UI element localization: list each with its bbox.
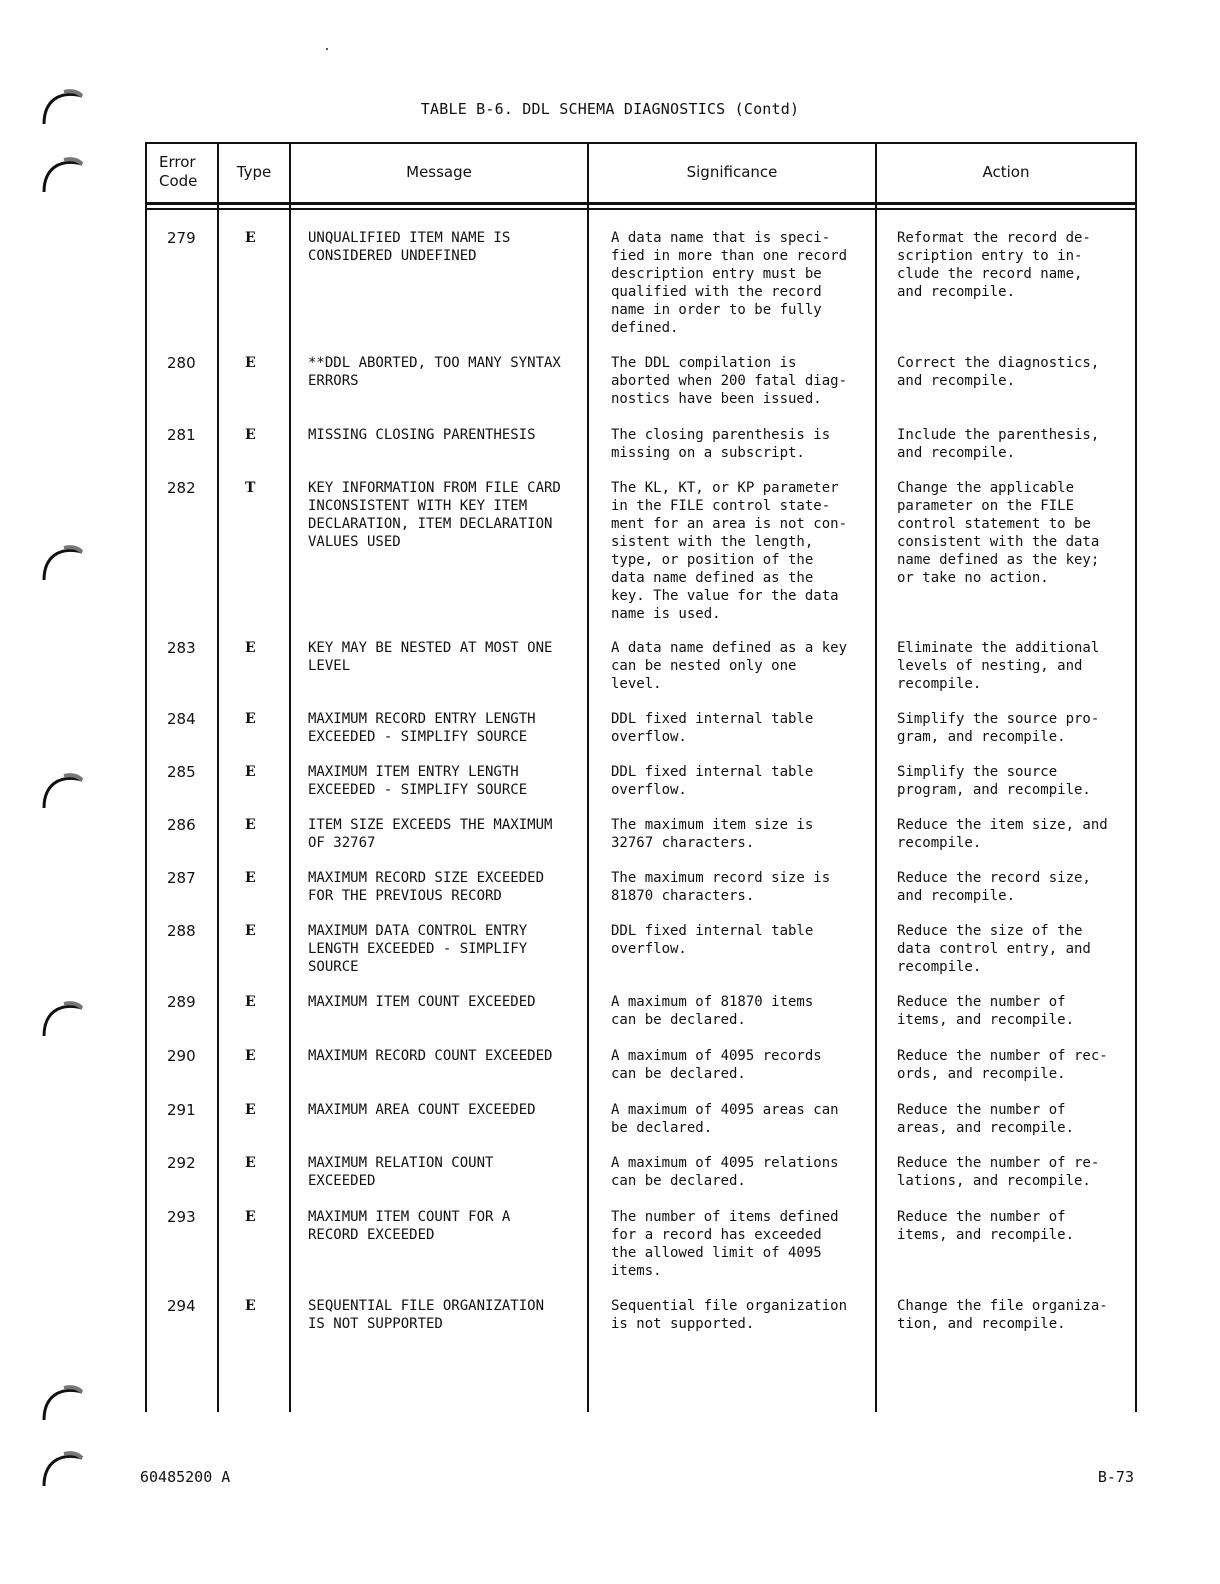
binder-hole-artifact: [40, 996, 88, 1038]
error-action: Include the parenthesis, and recompile.: [897, 427, 1100, 461]
error-code: 293: [167, 1208, 196, 1226]
error-code: 280: [167, 354, 196, 372]
error-code: 294: [167, 1297, 196, 1315]
error-code: 279: [167, 229, 196, 247]
error-action: Reduce the number of items, and recompile.: [897, 1209, 1075, 1243]
error-code: 289: [167, 993, 196, 1011]
error-significance: The DDL compilation is aborted when 200 fatal diag- nostics have been issued.: [611, 355, 848, 407]
error-type: E: [245, 764, 256, 780]
error-code: 285: [167, 763, 196, 781]
column-divider: [289, 142, 291, 1412]
error-type: E: [245, 1102, 256, 1118]
error-code: 288: [167, 922, 196, 940]
error-type: E: [245, 817, 256, 833]
error-significance: A maximum of 81870 items can be declared.: [611, 994, 814, 1028]
column-divider: [217, 142, 219, 1412]
error-type: E: [245, 427, 256, 443]
error-significance: A maximum of 4095 relations can be declared.: [611, 1155, 839, 1189]
error-code: 290: [167, 1047, 196, 1065]
error-action: Change the applicable parameter on the FILE control statement to be consistent with the data name defined as the key; or take no action.: [897, 480, 1100, 586]
error-message: ITEM SIZE EXCEEDS THE MAXIMUM OF 32767: [308, 817, 553, 851]
error-significance: A data name that is speci- fied in more than one record description entry must be qualified with the record name in order to be fully defined.: [611, 230, 848, 336]
error-message: UNQUALIFIED ITEM NAME IS CONSIDERED UNDEFINED: [308, 230, 511, 264]
header-error-code: Error Code: [159, 153, 198, 190]
error-action: Reduce the size of the data control entry, and recompile.: [897, 923, 1091, 975]
header-rule: [145, 202, 1137, 205]
binder-hole-artifact: [40, 768, 88, 810]
error-significance: A maximum of 4095 records can be declared.: [611, 1048, 822, 1082]
error-code: 287: [167, 869, 196, 887]
error-message: KEY MAY BE NESTED AT MOST ONE LEVEL: [308, 640, 553, 674]
error-significance: DDL fixed internal table overflow.: [611, 711, 814, 745]
error-action: Simplify the source pro- gram, and recompile.: [897, 711, 1100, 745]
error-code: 284: [167, 710, 196, 728]
error-message: KEY INFORMATION FROM FILE CARD INCONSISTENT WITH KEY ITEM DECLARATION, ITEM DECLARATION VALUES USED: [308, 480, 561, 550]
binder-hole-artifact: [40, 1446, 88, 1488]
header-action: Action: [982, 162, 1030, 181]
table-title: TABLE B-6. DDL SCHEMA DIAGNOSTICS (Contd): [420, 100, 800, 118]
error-code: 292: [167, 1154, 196, 1172]
error-action: Reduce the number of rec- ords, and recompile.: [897, 1048, 1108, 1082]
error-significance: The closing parenthesis is missing on a subscript.: [611, 427, 831, 461]
header-significance: Significance: [686, 162, 778, 181]
error-message: MAXIMUM ITEM ENTRY LENGTH EXCEEDED - SIMPLIFY SOURCE: [308, 764, 528, 798]
error-message: MAXIMUM RECORD COUNT EXCEEDED: [308, 1048, 553, 1064]
header-message: Message: [406, 162, 472, 181]
binder-hole-artifact: [40, 152, 88, 194]
error-significance: A data name defined as a key can be nested only one level.: [611, 640, 848, 692]
error-significance: A maximum of 4095 areas can be declared.: [611, 1102, 839, 1136]
page-number: B-73: [1097, 1468, 1134, 1486]
error-significance: DDL fixed internal table overflow.: [611, 764, 814, 798]
error-message: MISSING CLOSING PARENTHESIS: [308, 427, 536, 443]
header-type: Type: [236, 162, 272, 181]
header-rule: [145, 208, 1137, 210]
error-message: MAXIMUM RECORD SIZE EXCEEDED FOR THE PREVIOUS RECORD: [308, 870, 545, 904]
binder-hole-artifact: [40, 540, 88, 582]
error-type: E: [245, 1209, 256, 1225]
error-significance: The maximum record size is 81870 characters.: [611, 870, 831, 904]
error-message: MAXIMUM DATA CONTROL ENTRY LENGTH EXCEEDED - SIMPLIFY SOURCE: [308, 923, 528, 975]
error-message: MAXIMUM RELATION COUNT EXCEEDED: [308, 1155, 494, 1189]
error-action: Eliminate the additional levels of nesting, and recompile.: [897, 640, 1100, 692]
diagnostics-table: [145, 142, 1137, 1412]
error-type: E: [245, 355, 256, 371]
error-type: E: [245, 711, 256, 727]
error-code: 283: [167, 639, 196, 657]
document-number: 60485200 A: [140, 1468, 231, 1486]
error-action: Reduce the record size, and recompile.: [897, 870, 1091, 904]
error-type: E: [245, 230, 256, 246]
error-significance: DDL fixed internal table overflow.: [611, 923, 814, 957]
error-action: Simplify the source program, and recompile.: [897, 764, 1091, 798]
error-significance: The maximum item size is 32767 characters.: [611, 817, 814, 851]
error-message: **DDL ABORTED, TOO MANY SYNTAX ERRORS: [308, 355, 561, 389]
error-type: T: [245, 480, 256, 496]
error-message: SEQUENTIAL FILE ORGANIZATION IS NOT SUPPORTED: [308, 1298, 545, 1332]
error-action: Reduce the number of re- lations, and recompile.: [897, 1155, 1100, 1189]
error-action: Reformat the record de- scription entry to in- clude the record name, and recompile.: [897, 230, 1091, 300]
error-type: E: [245, 1048, 256, 1064]
error-message: MAXIMUM ITEM COUNT EXCEEDED: [308, 994, 536, 1010]
error-code: 291: [167, 1101, 196, 1119]
binder-hole-artifact: [40, 1380, 88, 1422]
error-action: Change the file organiza- tion, and recompile.: [897, 1298, 1108, 1332]
error-type: E: [245, 923, 256, 939]
error-type: E: [245, 870, 256, 886]
error-message: MAXIMUM AREA COUNT EXCEEDED: [308, 1102, 536, 1118]
error-significance: The KL, KT, or KP parameter in the FILE control state- ment for an area is not con- sistent with the length, type, or position of the data name defined as the key. The value for the data name is used.: [611, 480, 848, 622]
error-type: E: [245, 1155, 256, 1171]
error-action: Reduce the item size, and recompile.: [897, 817, 1108, 851]
error-significance: The number of items defined for a record has exceeded the allowed limit of 4095 items.: [611, 1209, 839, 1279]
column-divider: [145, 142, 147, 1412]
error-action: Reduce the number of areas, and recompile.: [897, 1102, 1075, 1136]
error-action: Reduce the number of items, and recompile.: [897, 994, 1075, 1028]
error-code: 282: [167, 479, 196, 497]
error-message: MAXIMUM ITEM COUNT FOR A RECORD EXCEEDED: [308, 1209, 511, 1243]
scan-speck: [326, 48, 328, 50]
column-divider: [1135, 142, 1137, 1412]
error-type: E: [245, 994, 256, 1010]
error-type: E: [245, 1298, 256, 1314]
error-message: MAXIMUM RECORD ENTRY LENGTH EXCEEDED - SIMPLIFY SOURCE: [308, 711, 536, 745]
error-significance: Sequential file organization is not supported.: [611, 1298, 848, 1332]
error-type: E: [245, 640, 256, 656]
error-action: Correct the diagnostics, and recompile.: [897, 355, 1100, 389]
error-code: 281: [167, 426, 196, 444]
error-code: 286: [167, 816, 196, 834]
